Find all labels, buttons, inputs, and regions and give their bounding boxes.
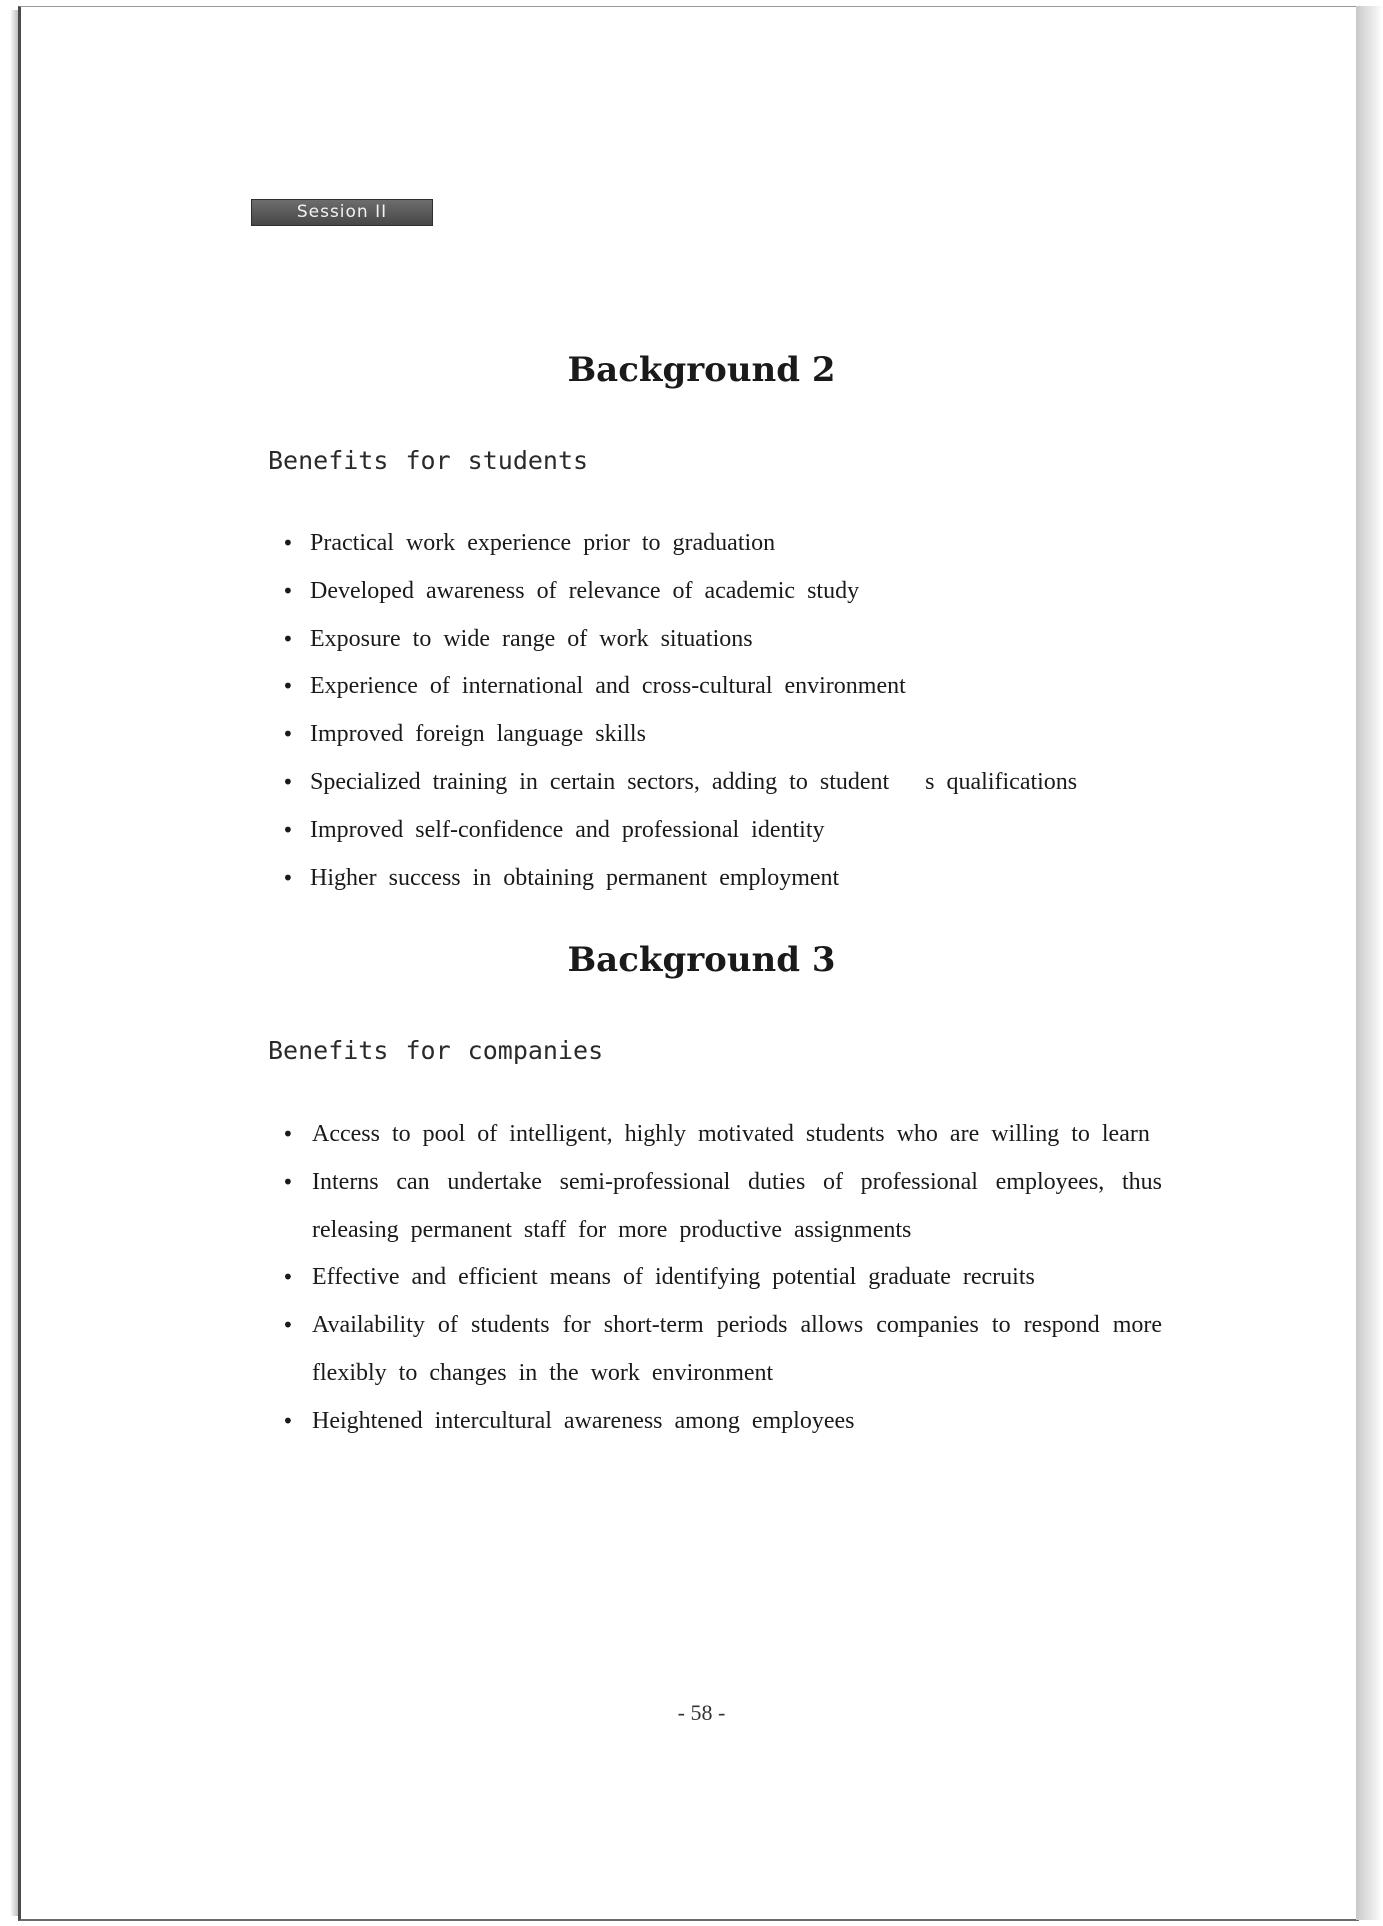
list-item — [272, 616, 1162, 664]
list-item-text: Interns can undertake semi-professional duties of professional employees, thus releasing permanent staff for more productive assignments — [312, 1168, 1162, 1243]
session-badge: Session II — [251, 199, 433, 226]
list-item — [272, 807, 1162, 855]
list-item-text: Exposure to wide range of work situations — [310, 625, 753, 652]
company-benefits-list — [272, 1111, 1162, 1446]
list-item — [272, 1111, 1162, 1159]
list-item-text: Access to pool of intelligent, highly motivated students who are willing to learn — [312, 1121, 1150, 1147]
list-item — [272, 1398, 1162, 1446]
bullet-icon: • — [282, 817, 294, 842]
list-item-text: Heightened intercultural awareness among employees — [312, 1407, 855, 1434]
bullet-icon: • — [282, 1169, 294, 1194]
section-subtitle-students: Benefits for students — [268, 446, 589, 475]
list-item-text: Experience of international and cross-cultural environment — [310, 673, 906, 700]
section-title-background-2: Background 2 — [567, 350, 836, 390]
section-subtitle-companies: Benefits for companies — [268, 1036, 604, 1065]
list-item — [272, 520, 1162, 568]
list-item-text: Improved self-confidence and professional identity — [310, 816, 825, 843]
bullet-icon: • — [282, 1265, 294, 1290]
list-item — [272, 1254, 1162, 1302]
page-number: - 58 - — [677, 1700, 726, 1725]
bullet-icon: • — [282, 578, 294, 603]
bullet-icon: • — [282, 531, 294, 555]
bullet-icon: • — [282, 1122, 294, 1146]
list-item — [272, 663, 1162, 711]
list-item-text: Specialized training in certain sectors, adding to student s qualifications — [310, 768, 1078, 795]
list-item — [272, 1159, 1162, 1255]
bullet-icon: • — [282, 1313, 294, 1338]
list-item-text: Effective and efficient means of identifying potential graduate recruits — [312, 1264, 1035, 1291]
bullet-icon: • — [282, 626, 294, 651]
list-item — [272, 1302, 1162, 1398]
bullet-icon: • — [282, 674, 294, 699]
list-item-text: Higher success in obtaining permanent employment — [310, 864, 840, 891]
section-title-background-3: Background 3 — [567, 940, 836, 980]
list-item — [272, 855, 1162, 903]
bullet-icon: • — [282, 769, 294, 794]
student-benefits-list — [272, 520, 1162, 902]
list-item — [272, 759, 1162, 807]
bullet-icon: • — [282, 865, 294, 890]
bullet-icon: • — [282, 1408, 294, 1433]
list-item-text: Availability of students for short-term periods allows companies to respond more flexibly to changes in the work environment — [312, 1312, 1162, 1386]
list-item — [272, 568, 1162, 616]
list-item-text: Improved foreign language skills — [310, 721, 646, 748]
list-item — [272, 711, 1162, 759]
list-item-text: Developed awareness of relevance of academic study — [310, 577, 860, 604]
list-item-text: Practical work experience prior to graduation — [310, 530, 776, 556]
bullet-icon: • — [282, 722, 294, 747]
